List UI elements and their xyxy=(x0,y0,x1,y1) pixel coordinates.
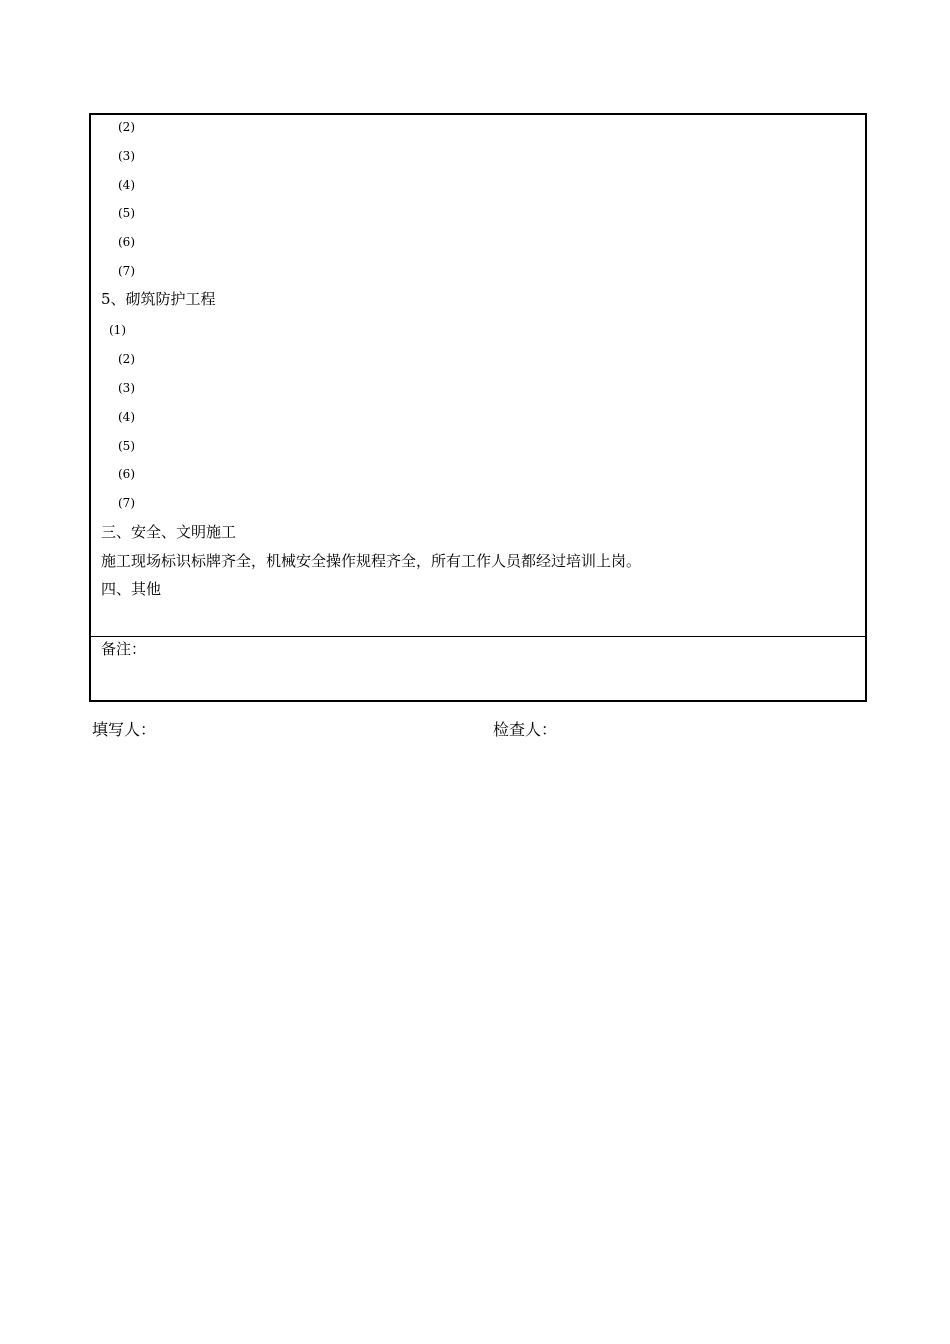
remarks-cell xyxy=(91,637,865,700)
item-5-3: (3) xyxy=(118,381,135,395)
item-4-2: (2) xyxy=(118,120,135,134)
item-5-6: (6) xyxy=(118,467,135,481)
remarks-label: 备注： xyxy=(101,640,147,658)
item-5-5: (5) xyxy=(118,439,135,453)
section-safety-body: 施工现场标识标牌齐全，机械安全操作规程齐全，所有工作人员都经过培训上岗。 xyxy=(101,552,642,570)
filler-label: 填写人： xyxy=(92,720,157,739)
item-4-6: (6) xyxy=(118,235,135,249)
section-5-heading: 5、砌筑防护工程 xyxy=(101,290,216,308)
item-4-3: (3) xyxy=(118,149,135,163)
item-5-7: (7) xyxy=(118,496,135,510)
content-cell xyxy=(91,115,865,636)
section-safety-heading: 三、安全、文明施工 xyxy=(101,523,237,541)
item-5-1: (1) xyxy=(109,323,126,337)
item-5-4: (4) xyxy=(118,410,135,424)
item-4-7: (7) xyxy=(118,264,135,278)
item-5-2: (2) xyxy=(118,352,135,366)
item-4-5: (5) xyxy=(118,206,135,220)
inspection-form-table xyxy=(89,113,867,702)
checker-label: 检查人： xyxy=(493,720,558,739)
section-other-heading: 四、其他 xyxy=(101,580,162,598)
item-4-4: (4) xyxy=(118,178,135,192)
